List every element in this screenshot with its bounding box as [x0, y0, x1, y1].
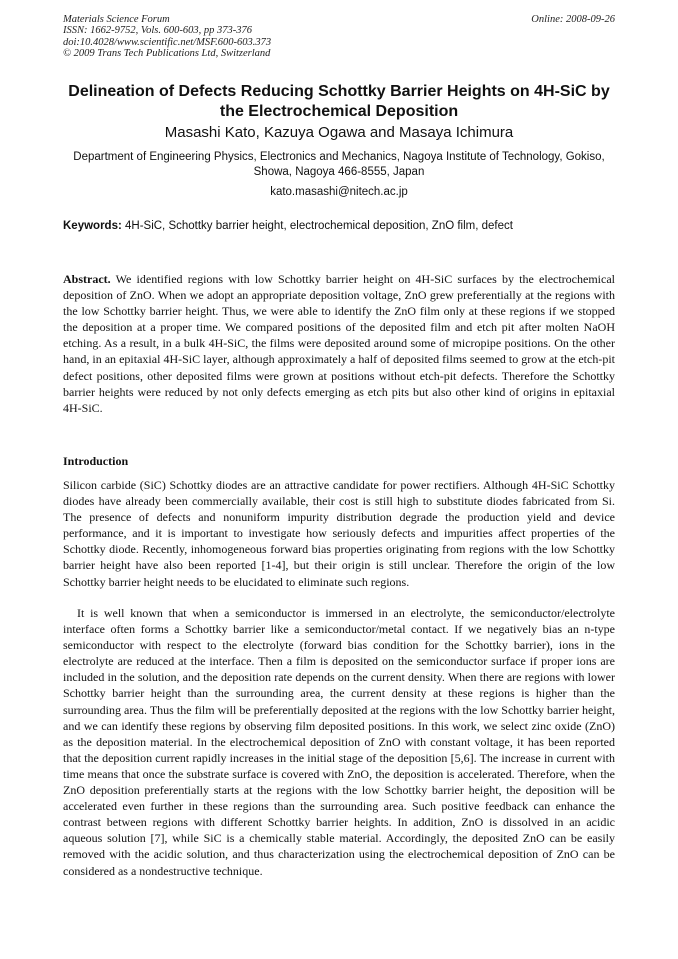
journal-header — [63, 14, 271, 59]
journal-name: Materials Science Forum — [63, 14, 170, 25]
copyright-line: © 2009 Trans Tech Publications Ltd, Switzerland — [63, 47, 271, 59]
keywords-label: Keywords: — [63, 220, 122, 232]
section-heading-introduction: Introduction — [63, 454, 129, 468]
paper-title: Delineation of Defects Reducing Schottky Barrier Heights on 4H-SiC by the Electrochemical Deposition — [68, 83, 610, 120]
issn-line: ISSN: 1662-9752, Vols. 600-603, pp 373-376 — [63, 25, 252, 37]
affiliation: Department of Engineering Physics, Electronics and Mechanics, Nagoya Institute of Technology, Gokiso, Showa, Nagoya 466-8555, Japan — [73, 151, 605, 178]
author-email: kato.masashi@nitech.ac.jp — [270, 186, 408, 198]
abstract-label: Abstract. — [63, 272, 111, 286]
online-date: Online: 2008-09-26 — [531, 14, 615, 25]
doi-line: doi:10.4028/www.scientific.net/MSF.600-603.373 — [63, 36, 272, 48]
keywords — [63, 219, 615, 233]
keywords-list: 4H-SiC, Schottky barrier height, electrochemical deposition, ZnO film, defect — [125, 220, 513, 232]
intro-paragraph-2: It is well known that when a semiconductor is immersed in an electrolyte, the semiconductor/electrolyte interface often forms a Schottky barrier like a semiconductor/metal contact. If we negatively bias an n-type semiconductor with respect to the electrolyte (forward bias condition for the Schottky barrier), ions in the electrolyte are reduced at the interface. Then a film is deposited on the semiconductor surface if proper ions are included in the solution, and the deposition rate depends on the current density. When there are regions with lower Schottky barrier height than the surrounding area, the current density at these regions is higher than the surrounding area. Thus the film will be preferentially deposited at the regions with the low Schottky barrier height, and we can identify these regions by observing film deposited positions. In this work, we select zinc oxide (ZnO) as the deposition material. In the electrochemical deposition of ZnO with constant voltage, it has been reported that the deposition current rapidly increases in the initial stage of the deposition [5,6]. The increase in current with time means that once the substrate surface is covered with ZnO, the deposition is accelerated. Therefore, when the ZnO deposition preferentially starts at the regions with the low Schottky barrier height, the deposition will be accelerated even further in these regions than the surrounding area. Such positive feedback can enhance the contrast between regions with different Schottky barrier heights. In addition, ZnO is dissolved in an acidic aqueous solution [7], while SiC is a chemically stable material. Accordingly, the deposited ZnO can be easily removed with the acidic solution, and thus characterization using the electrochemical deposition of ZnO can be considered as a nondestructive technique. — [63, 606, 615, 878]
abstract-text: We identified regions with low Schottky barrier height on 4H-SiC surfaces by the electrochemical deposition of ZnO. When we adopt an appropriate deposition voltage, ZnO grew preferentially at the regions with the low Schottky barrier height. Thus, we were able to identify the ZnO film only at these regions if we stopped the deposition at a proper time. We compared positions of the deposited film and etch pit after molten NaOH etching. As a result, in a bulk 4H-SiC, the films were deposited around some of micropipe positions. On the other hand, in an epitaxial 4H-SiC layer, although approximately a half of deposited films seemed to grow at the etch-pit defect positions, other deposited films were grown at positions without etch-pit defects. Therefore the Schottky barrier heights were reduced by not only defects emerging as etch pits but also other kind of origins in epitaxial 4H-SiC. — [63, 272, 615, 415]
abstract — [63, 271, 615, 416]
authors: Masashi Kato, Kazuya Ogawa and Masaya Ichimura — [164, 124, 514, 141]
intro-paragraph-1: Silicon carbide (SiC) Schottky diodes are an attractive candidate for power rectifiers. Although 4H-SiC Schottky diodes have already been commercially available, their cost is still high to substitute diodes fabricated from Si. The presence of defects and nonuniform impurity distribution degrade the production yield and device performance, and it is important to investigate how seriously defects and impurities affect properties of the Schottky diode. Recently, inhomogeneous forward bias properties originating from regions with the low Schottky barrier height have also been reported [1-4], but their origin is still unclear. Therefore the origin of the low Schottky barrier height needs to be elucidated to eliminate such regions. — [63, 478, 615, 589]
